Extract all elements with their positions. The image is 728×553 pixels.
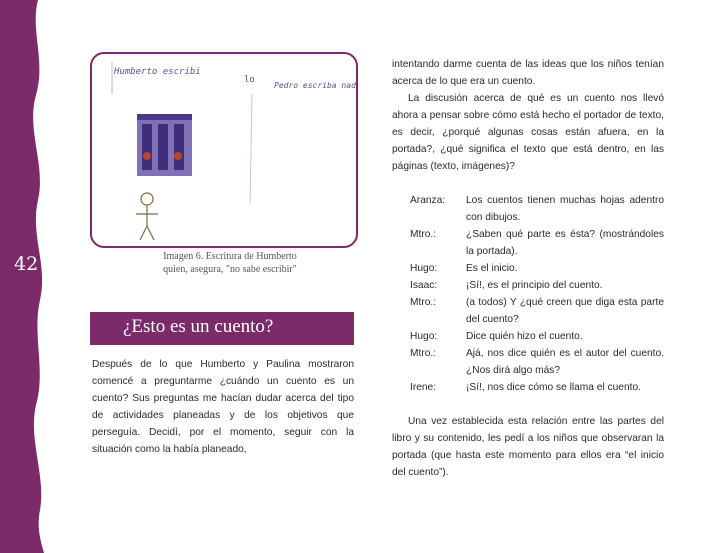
dialogue-list — [392, 192, 664, 396]
dialogue-row — [392, 379, 664, 396]
caption-line-2: quien, asegura, "no sabe escribir" — [163, 264, 297, 275]
dialogue-text: ¡Sí!, es el principio del cuento. — [466, 280, 603, 291]
dialogue-speaker: Aranza: — [410, 195, 446, 206]
right-column — [392, 56, 664, 481]
dialogue-text: Dice quién hizo el cuento. — [466, 331, 583, 342]
dialogue-text: (a todos) Y ¿qué creen que diga esta parte del cuento? — [466, 297, 664, 325]
caption-line-1: Imagen 6. Escritura de Humberto — [163, 251, 297, 262]
dialogue-text: Es el inicio. — [466, 263, 518, 274]
dialogue-row — [392, 277, 664, 294]
dialogue-row — [392, 328, 664, 345]
dialogue-text: Los cuentos tienen muchas hojas adentro con dibujos. — [466, 195, 664, 223]
decorative-sidebar — [0, 0, 60, 553]
child-drawing-image — [92, 54, 356, 246]
dialogue-row — [392, 226, 664, 260]
dialogue-row — [392, 260, 664, 277]
figure-caption — [130, 250, 330, 276]
dialogue-speaker: Hugo: — [410, 331, 438, 342]
dialogue-row — [392, 345, 664, 379]
figure-frame — [90, 52, 358, 248]
dialogue-text: ¿Saben qué parte es ésta? (mostrándoles la portada). — [466, 229, 664, 257]
dialogue-row — [392, 192, 664, 226]
section-title: ¿Esto es un cuento? — [123, 316, 274, 337]
drawing-label-left: Humberto escribi — [114, 67, 201, 77]
drawing-label-right: Pedro escriba nada — [274, 81, 356, 90]
dialogue-speaker: Irene: — [410, 382, 437, 393]
right-paragraph-2: La discusión acerca de qué es un cuento nos llevó ahora a pensar sobre cómo está hecho el portador de texto, es decir, ¿porqué algunas cosas están afuera, en la portada?, ¿qué significa el texto que está dentro, en las páginas (texto, imágenes)? — [392, 93, 664, 172]
dialogue-text: ¡Sí!, nos dice cómo se llama el cuento. — [466, 382, 641, 393]
drawing-label-middle: lo — [244, 75, 255, 85]
right-paragraph-3: Una vez establecida esta relación entre las partes del libro y su contenido, les pedí a los niños que observaran la portada (que hasta este momento para ellos era “el inicio del cuento”). — [392, 416, 664, 478]
dialogue-row — [392, 294, 664, 328]
dialogue-speaker: Mtro.: — [410, 229, 437, 240]
dialogue-speaker: Hugo: — [410, 263, 438, 274]
page-number: 42 — [14, 253, 39, 275]
left-paragraph: Después de lo que Humberto y Paulina mostraron comencé a preguntarme ¿cuándo un cuento es un cuento? Sus preguntas me hacían dudar acerca del tipo de actividades planeadas y de los objetivos que perseguía. Decidí, por el momento, seguir con la situación como la había planeado, — [92, 359, 354, 455]
left-column-text — [92, 356, 354, 458]
right-paragraph-1: intentando darme cuenta de las ideas que los niños tenían acerca de lo que era un cuento. — [392, 59, 664, 87]
dialogue-speaker: Isaac: — [410, 280, 438, 291]
dialogue-speaker: Mtro.: — [410, 297, 437, 308]
dialogue-text: Ajá, nos dice quién es el autor del cuento. ¿Nos dirá algo más? — [466, 348, 664, 376]
dialogue-speaker: Mtro.: — [410, 348, 437, 359]
